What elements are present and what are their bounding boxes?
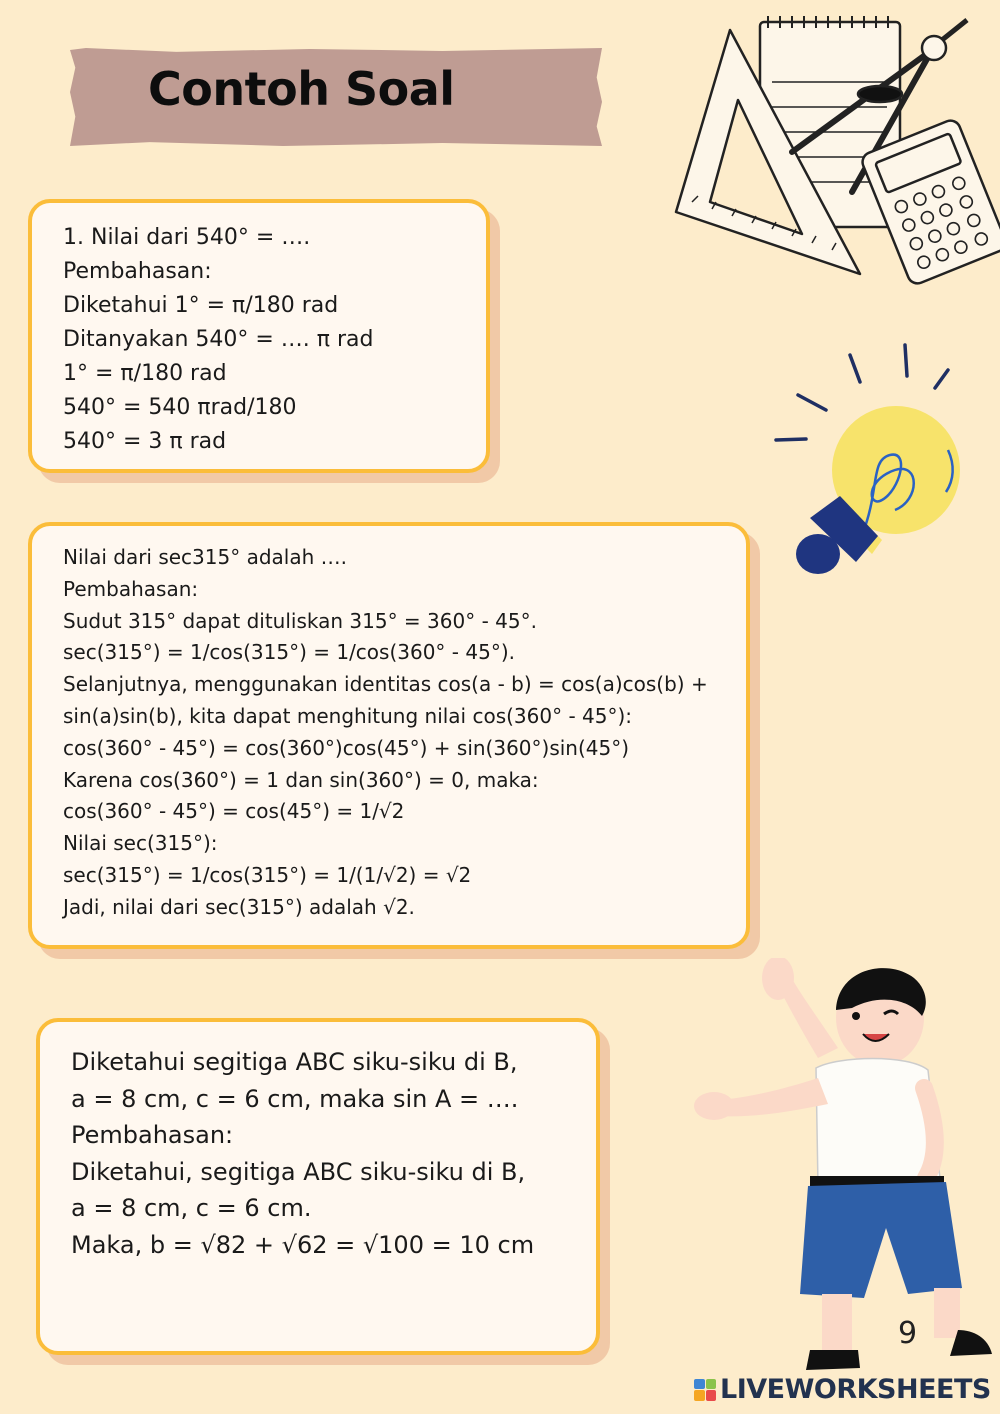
card3-line: Pembahasan: bbox=[71, 1121, 234, 1150]
example-card-1 bbox=[28, 199, 490, 473]
card1-line: Ditanyakan 540° = …. π rad bbox=[63, 327, 374, 352]
boy-illustration bbox=[688, 958, 1000, 1378]
card2-line: sin(a)sin(b), kita dapat menghitung nilai cos(360° - 45°): bbox=[63, 703, 633, 728]
card2-line: Selanjutnya, menggunakan identitas cos(a - b) = cos(a)cos(b) + bbox=[63, 672, 708, 697]
card3-line: a = 8 cm, c = 6 cm, maka sin A = …. bbox=[71, 1084, 519, 1113]
liveworksheets-logo-icon bbox=[694, 1379, 716, 1401]
example-card-2 bbox=[28, 522, 750, 949]
card2-line: Nilai dari sec315° adalah …. bbox=[63, 545, 347, 569]
card1-line: Pembahasan: bbox=[63, 259, 212, 284]
card2-line: sec(315°) = 1/cos(315°) = 1/(1/√2) = √2 bbox=[63, 862, 472, 887]
page-number: 9 bbox=[898, 1316, 918, 1351]
brand-text: LIVEWORKSHEETS bbox=[720, 1374, 991, 1405]
light-bulb-icon bbox=[770, 340, 970, 585]
card2-line: Sudut 315° dapat dituliskan 315° = 360° - 45°. bbox=[63, 608, 537, 633]
card2-line: sec(315°) = 1/cos(315°) = 1/cos(360° - 45°). bbox=[63, 640, 515, 665]
page-title: Contoh Soal bbox=[148, 62, 455, 116]
card1-line: Diketahui 1° = π/180 rad bbox=[63, 293, 339, 318]
card1-line: 1° = π/180 rad bbox=[63, 361, 227, 386]
card2-line: cos(360° - 45°) = cos(45°) = 1/√2 bbox=[63, 799, 405, 824]
card2-line: cos(360° - 45°) = cos(360°)cos(45°) + sin(360°)sin(45°) bbox=[63, 735, 630, 760]
card2-line: Pembahasan: bbox=[63, 576, 199, 601]
liveworksheets-logo[interactable] bbox=[694, 1374, 991, 1405]
example-card-3 bbox=[36, 1018, 600, 1355]
card1-line: 1. Nilai dari 540° = …. bbox=[63, 225, 311, 250]
card1-line: 540° = 3 π rad bbox=[63, 429, 227, 454]
card2-line: Nilai sec(315°): bbox=[63, 831, 218, 856]
card3-line: Diketahui, segitiga ABC siku-siku di B, bbox=[71, 1157, 526, 1186]
card3-line: Diketahui segitiga ABC siku-siku di B, bbox=[71, 1048, 518, 1076]
card2-line: Karena cos(360°) = 1 dan sin(360°) = 0, maka: bbox=[63, 767, 539, 792]
card2-line: Jadi, nilai dari sec(315°) adalah √2. bbox=[63, 894, 415, 919]
card3-line: Maka, b = √82 + √62 = √100 = 10 cm bbox=[71, 1230, 535, 1259]
card3-line: a = 8 cm, c = 6 cm. bbox=[71, 1194, 312, 1223]
stationery-illustration bbox=[672, 12, 1000, 292]
card1-line: 540° = 540 πrad/180 bbox=[63, 395, 297, 420]
